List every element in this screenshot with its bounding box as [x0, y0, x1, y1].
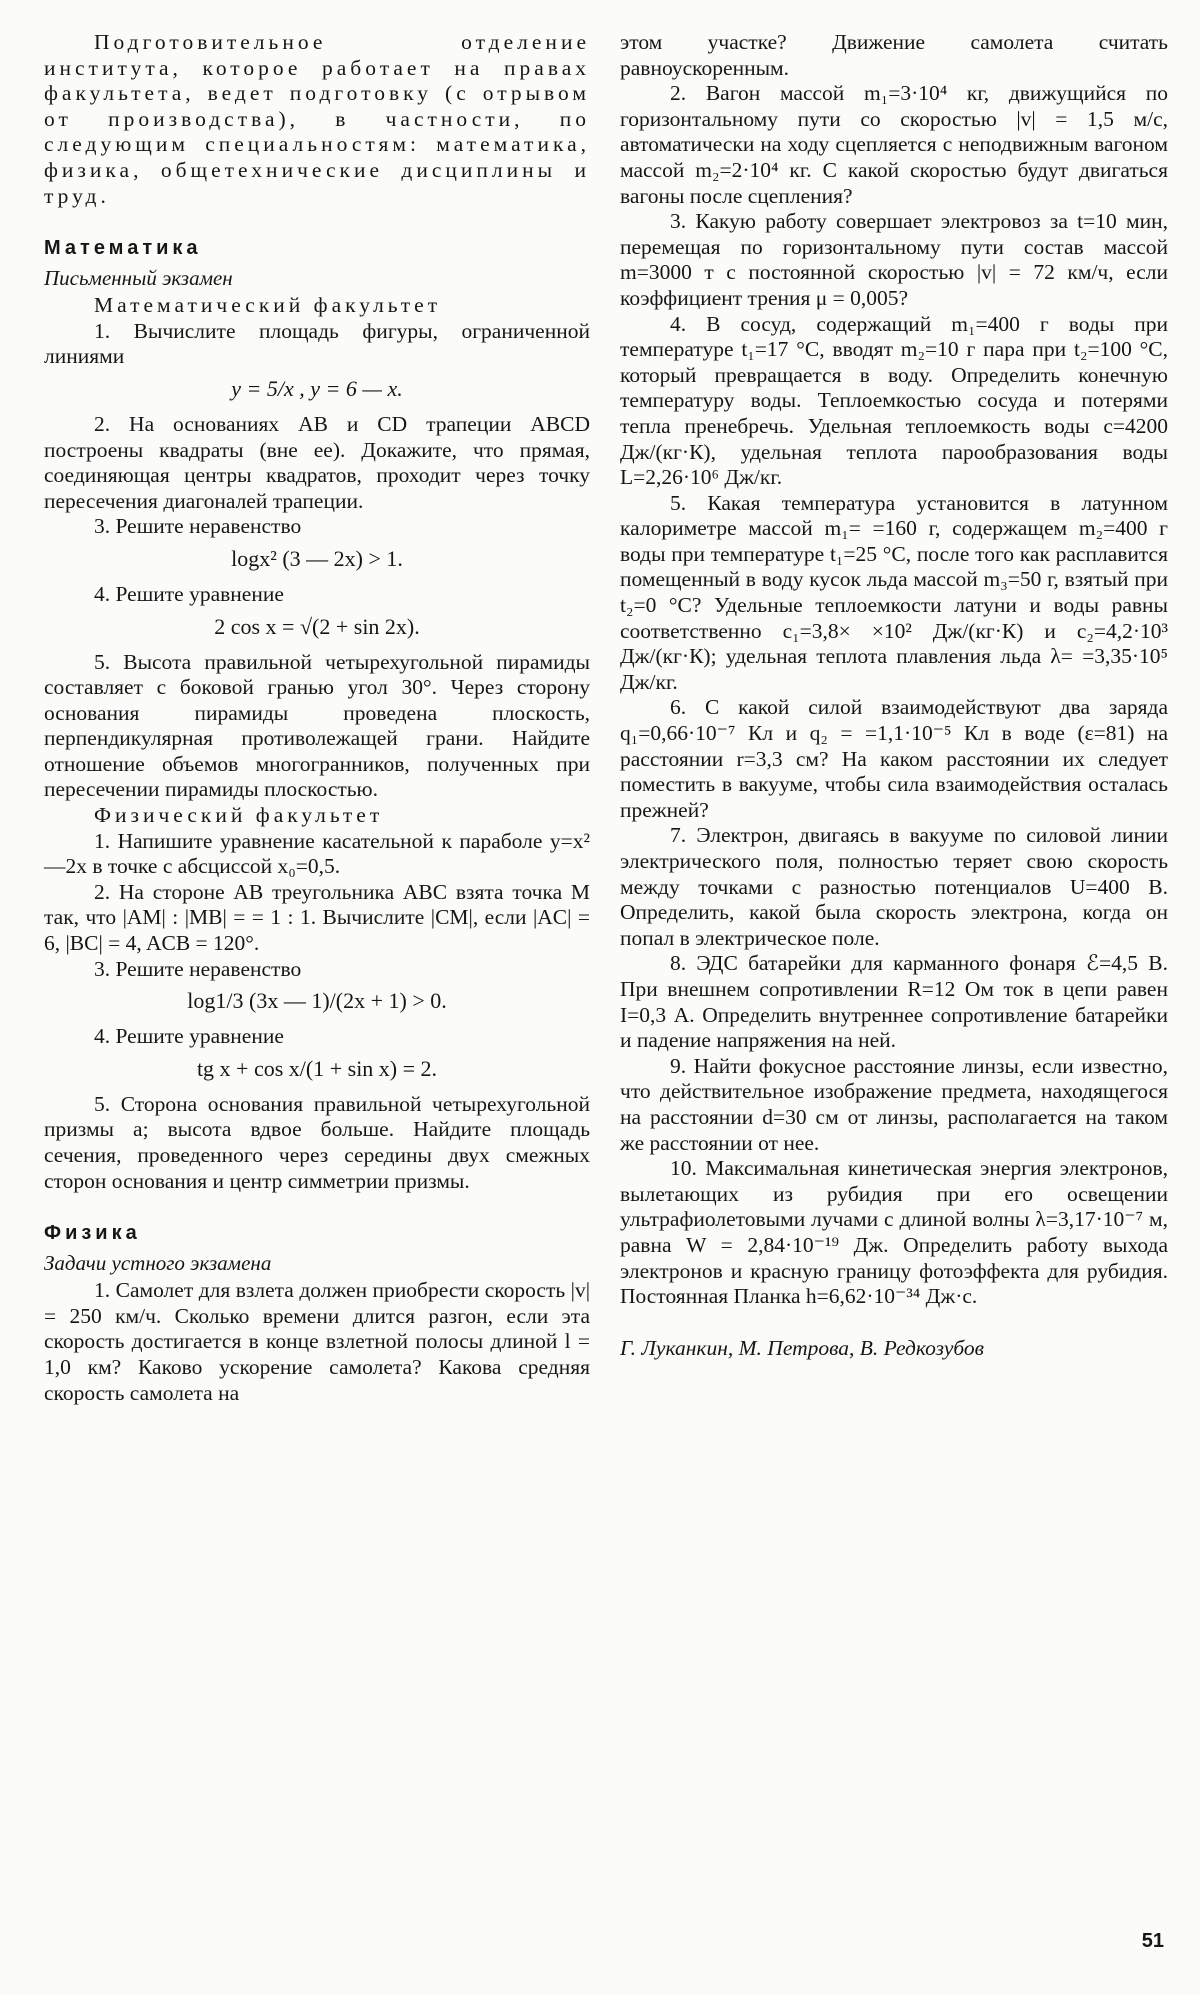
- math-problem-1-formula: y = 5/x , y = 6 — x.: [231, 375, 403, 401]
- physics-problem-2: 2. Вагон массой m₁=3·10⁴ кг, движущийся по горизонтальному пути со скоростью |v| = 1,5 м/с, автоматически на ходу сцепляется с неподвижным вагоном массой m₂=2·10⁴ кг. С какой скоростью будут двигаться вагоны после сцепления?: [620, 81, 1168, 208]
- phys-faculty-heading: Физический факультет: [94, 803, 384, 828]
- phys-faculty-problem-2: 2. На стороне AB треугольника ABC взята точка M так, что |AM| : |MB| = = 1 : 1. Вычислите |CM|, если |AC| = 6, |BC| = 4, ACB = 120°.: [44, 879, 590, 956]
- math-problem-3-formula: logx² (3 — 2x) > 1.: [231, 545, 403, 571]
- math-faculty-heading: Математический факультет: [94, 293, 442, 318]
- right-column: [620, 30, 1168, 1362]
- math-problem-2: 2. На основаниях AB и CD трапеции ABCD построены квадраты (вне ее). Докажите, что прямая, соединяющая центры квадратов, проходит через точку пересечения диагоналей трапеции.: [44, 411, 590, 513]
- physics-problem-1: 1. Самолет для взлета должен приобрести скорость |v| = 250 км/ч. Сколько времени длится разгон, если эта скорость достигается в конце взлетной полосы длиной l = 1,0 км? Каково ускорение самолета? Какова средняя скорость самолета на: [44, 1278, 590, 1405]
- math-problem-3: 3. Решите неравенство: [94, 514, 302, 539]
- phys-faculty-problem-4: 4. Решите уравнение: [94, 1024, 284, 1049]
- physics-problem-9: 9. Найти фокусное расстояние линзы, если известно, что действительное изображение предмета, находящегося на расстоянии d=30 см от линзы, располагается на таком же расстоянии от нее.: [620, 1053, 1168, 1155]
- authors-signature: Г. Луканкин, М. Петрова, В. Редкозубов: [620, 1335, 985, 1360]
- phys-faculty-problem-1: 1. Напишите уравнение касательной к параболе y=x²—2x в точке с абсциссой x₀=0,5.: [44, 828, 590, 879]
- physics-problem-7: 7. Электрон, двигаясь в вакууме по силовой линии электрического поля, полностью теряет свою скорость между точками с разностью потенциалов U=400 В. Определить, какой была скорость электрона, когда он попал в электрическое поле.: [620, 823, 1168, 950]
- written-exam-subheading: Письменный экзамен: [44, 266, 233, 291]
- phys-faculty-problem-5: 5. Сторона основания правильной четырехугольной призмы a; высота вдвое больше. Найдите площадь сечения, проведенного через середины двух смежных сторон основания и центр симметрии призмы.: [44, 1091, 590, 1193]
- physics-heading: Физика: [44, 1222, 141, 1245]
- physics-problem-4: 4. В сосуд, содержащий m₁=400 г воды при температуре t₁=17 °C, вводят m₂=10 г пара при t₂=100 °C, который превращается в воду. Определить конечную температуру воды. Теплоемкостью сосуда и потерями тепла пренебречь. Удельная теплоемкость воды c=4200 Дж/(кг·К), удельная теплота парообразования воды L=2,26·10⁶ Дж/кг.: [620, 311, 1168, 490]
- left-column: [44, 30, 590, 1406]
- physics-problem-10: 10. Максимальная кинетическая энергия электронов, вылетающих из рубидия при его освещении ультрафиолетовыми лучами с длиной волны λ=3,17·10⁻⁷ м, равна W = 2,84·10⁻¹⁹ Дж. Определить работу выхода электронов и красную границу фотоэффекта для рубидия. Постоянная Планка h=6,62·10⁻³⁴ Дж·с.: [620, 1156, 1168, 1309]
- math-problem-4-formula: 2 cos x = √(2 + sin 2x).: [214, 613, 420, 639]
- physics-problem-6: 6. С какой силой взаимодействуют два заряда q₁=0,66·10⁻⁷ Кл и q₂ = =1,1·10⁻⁵ Кл в воде (ε=81) на расстоянии r=3,3 см? На каком расстоянии их следует поместить в вакууме, чтобы сила взаимодействия осталась прежней?: [620, 695, 1168, 822]
- intro-paragraph: Подготовительное отделение института, которое работает на правах факультета, ведет подготовку (с отрывом от производства), в частности, по следующим специальностям: математика, физика, общетехнические дисциплины и труд.: [44, 30, 590, 208]
- physics-problem-5: 5. Какая температура установится в латунном калориметре массой m₁= =160 г, содержащем m₂=400 г воды при температуре t₁=25 °C, после того как расплавится помещенный в воду кусок льда массой m₃=50 г, взятый при t₂=0 °C? Удельные теплоемкости латуни и воды равны соответственно c₁=3,8× ×10² Дж/(кг·К) и c₂=4,2·10³ Дж/(кг·К); удельная теплота плавления льда λ= =3,35·10⁵ Дж/кг.: [620, 490, 1168, 694]
- physics-problem-1-continued: этом участке? Движение самолета считать равноускоренным.: [620, 30, 1168, 80]
- phys-faculty-problem-3: 3. Решите неравенство: [94, 956, 302, 981]
- phys-faculty-problem-3-formula: log1/3 (3x — 1)/(2x + 1) > 0.: [187, 988, 447, 1014]
- math-problem-5: 5. Высота правильной четырехугольной пирамиды составляет с боковой гранью угол 30°. Через сторону основания пирамиды проведена плоскость, перпендикулярная противолежащей грани. Найдите отношение объемов многогранников, полученных при пересечении пирамиды плоскостью.: [44, 649, 590, 802]
- oral-tasks-subheading: Задачи устного экзамена: [44, 1251, 272, 1276]
- physics-problem-3: 3. Какую работу совершает электровоз за t=10 мин, перемещая по горизонтальному пути состав массой m=3000 т с постоянной скоростью |v| = 72 км/ч, если коэффициент трения μ = 0,005?: [620, 209, 1168, 310]
- math-problem-4: 4. Решите уравнение: [94, 581, 284, 606]
- page-number: 51: [1141, 1930, 1164, 1952]
- physics-problem-8: 8. ЭДС батарейки для карманного фонаря ℰ=4,5 В. При внешнем сопротивлении R=12 Ом ток в цепи равен I=0,3 А. Определить внутреннее сопротивление батарейки и падение напряжения на ней.: [620, 951, 1168, 1053]
- math-heading: Математика: [44, 237, 202, 260]
- phys-faculty-problem-4-formula: tg x + cos x/(1 + sin x) = 2.: [196, 1055, 438, 1081]
- math-problem-1: 1. Вычислите площадь фигуры, ограниченной линиями: [44, 318, 590, 369]
